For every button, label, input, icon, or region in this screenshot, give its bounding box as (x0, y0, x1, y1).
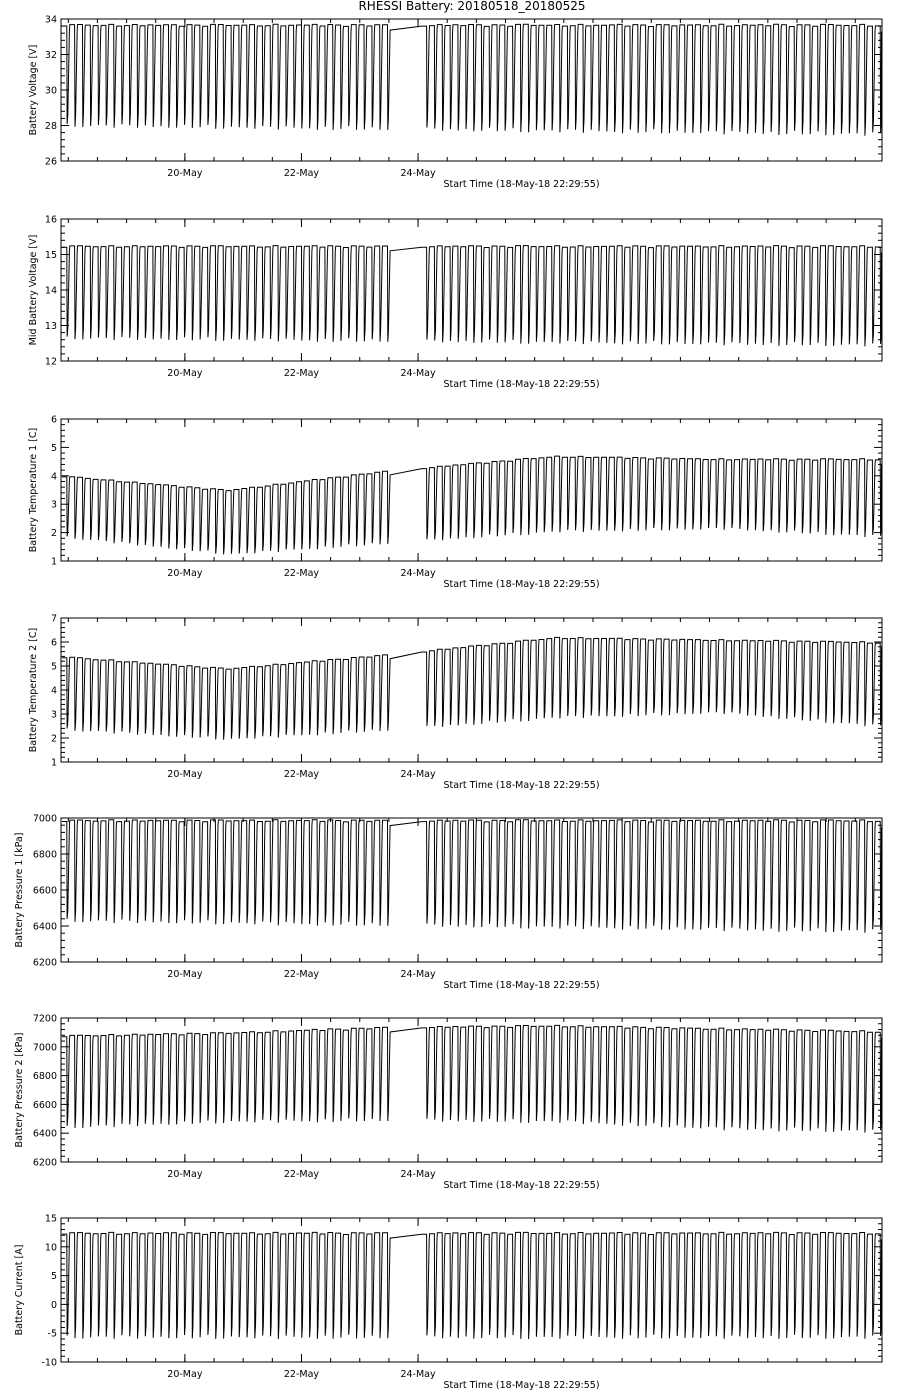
y-axis-label: Mid Battery Voltage [V] (28, 234, 39, 346)
series-line (62, 456, 882, 554)
y-tick-label: 32 (44, 50, 57, 61)
y-tick-label: 5 (50, 1271, 57, 1283)
x-tick-label: 20-May (167, 568, 203, 579)
y-tick-label: 7000 (32, 813, 57, 825)
y-axis-label: Battery Temperature 1 [C] (28, 427, 39, 553)
x-axis-label: Start Time (18-May-18 22:29:55) (443, 980, 600, 991)
x-tick-label: 22-May (283, 168, 320, 179)
series-line (62, 1025, 882, 1132)
y-tick-label: 14 (44, 285, 57, 297)
y-tick-label: 2 (50, 528, 57, 540)
x-tick-label: 20-May (167, 969, 203, 980)
x-axis-label: Start Time (18-May-18 22:29:55) (443, 1380, 600, 1391)
x-tick-label: 24-May (400, 969, 436, 980)
y-tick-label: 26 (44, 156, 57, 168)
y-tick-label: 6 (50, 637, 57, 649)
x-axis-label: Start Time (18-May-18 22:29:55) (443, 1180, 600, 1191)
x-tick-label: 22-May (283, 1169, 320, 1180)
y-tick-label: 4 (50, 471, 57, 483)
x-tick-label: 22-May (283, 1369, 320, 1380)
y-tick-label: 7 (50, 613, 57, 625)
x-tick-label: 20-May (167, 368, 203, 379)
y-tick-label: -10 (41, 1357, 57, 1369)
y-axis-label: Battery Voltage [V] (28, 44, 39, 136)
y-tick-label: 6800 (32, 849, 57, 861)
series-line (62, 637, 882, 739)
y-tick-label: 5 (50, 661, 57, 673)
y-axis-label: Battery Pressure 2 [kPa] (14, 1032, 25, 1148)
y-tick-label: 7000 (32, 1042, 57, 1054)
x-tick-label: 24-May (400, 568, 436, 579)
y-tick-label: 6200 (32, 957, 57, 969)
x-tick-label: 24-May (400, 1369, 436, 1380)
y-tick-label: 6400 (32, 1128, 57, 1140)
y-tick-label: 30 (44, 85, 57, 97)
y-tick-label: 5 (50, 442, 57, 454)
y-axis-label: Battery Temperature 2 [C] (28, 627, 39, 753)
x-tick-label: 24-May (400, 168, 436, 179)
y-tick-label: 0 (50, 1299, 57, 1311)
y-tick-label: 12 (44, 356, 57, 368)
page-title: RHESSI Battery: 20180518_20180525 (358, 0, 586, 13)
series-line (62, 246, 882, 347)
x-tick-label: 22-May (283, 969, 320, 980)
x-axis-label: Start Time (18-May-18 22:29:55) (443, 379, 600, 390)
y-axis-label: Battery Pressure 1 [kPa] (14, 832, 25, 948)
y-tick-label: 6 (50, 414, 57, 426)
y-tick-label: 1 (50, 556, 57, 568)
x-tick-label: 20-May (167, 1169, 203, 1180)
y-tick-label: 16 (44, 214, 57, 226)
y-tick-label: 6400 (32, 921, 57, 933)
y-tick-label: -5 (47, 1328, 57, 1340)
y-tick-label: 10 (44, 1242, 57, 1254)
series-line (62, 1232, 882, 1339)
x-tick-label: 24-May (400, 769, 436, 780)
y-tick-label: 15 (44, 1213, 57, 1225)
x-tick-label: 24-May (400, 368, 436, 379)
y-tick-label: 3 (50, 709, 57, 721)
y-tick-label: 15 (44, 250, 57, 261)
x-tick-label: 22-May (283, 568, 320, 579)
x-tick-label: 22-May (283, 769, 320, 780)
y-tick-label: 6800 (32, 1071, 57, 1083)
y-tick-label: 2 (50, 733, 57, 745)
y-axis-label: Battery Current [A] (14, 1244, 25, 1336)
y-tick-label: 3 (50, 499, 57, 511)
y-tick-label: 28 (44, 121, 57, 132)
series-line (62, 820, 882, 933)
x-axis-label: Start Time (18-May-18 22:29:55) (443, 579, 600, 590)
y-tick-label: 7200 (32, 1013, 57, 1025)
y-tick-label: 6600 (32, 885, 57, 897)
y-tick-label: 13 (44, 321, 57, 332)
x-axis-label: Start Time (18-May-18 22:29:55) (443, 780, 600, 791)
x-tick-label: 20-May (167, 1369, 203, 1380)
x-tick-label: 20-May (167, 769, 203, 780)
x-tick-label: 20-May (167, 168, 203, 179)
x-tick-label: 22-May (283, 368, 320, 379)
y-tick-label: 4 (50, 685, 57, 697)
y-tick-label: 1 (50, 757, 57, 769)
y-tick-label: 34 (44, 14, 57, 26)
y-tick-label: 6200 (32, 1157, 57, 1169)
series-line (62, 24, 882, 135)
y-tick-label: 6600 (32, 1099, 57, 1111)
x-axis-label: Start Time (18-May-18 22:29:55) (443, 179, 600, 190)
x-tick-label: 24-May (400, 1169, 436, 1180)
